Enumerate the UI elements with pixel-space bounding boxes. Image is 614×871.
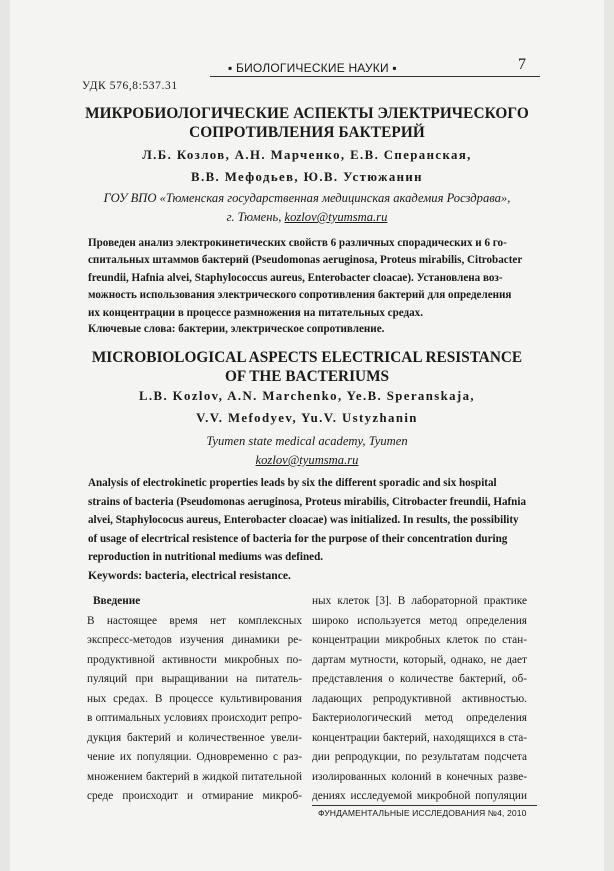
udk-code: УДК 576,8:537.31	[82, 80, 178, 92]
ru-abstract	[88, 235, 528, 322]
ru-abstract-line: Проведен анализ электрокинетических свойств 6 различных спорадических и 6 го-	[88, 237, 507, 249]
body-line: дартам мутности, который, однако, не дает	[312, 653, 527, 666]
scan-edge-right	[604, 0, 614, 871]
ru-abstract-line: спитальных штаммов бактерий (Pseudomonas aeruginosa, Proteus mirabilis, Citrobacter	[88, 254, 523, 267]
footer-rule	[312, 805, 537, 806]
intro-heading: Введение	[93, 595, 141, 607]
ru-author-line: В.В. Мефодьев, Ю.В. Устюжанин	[191, 170, 423, 184]
page-number: 7	[518, 56, 526, 73]
ru-city: г. Тюмень,	[226, 210, 282, 224]
body-line: дии репродукции, по результатам подсчета	[312, 751, 527, 763]
en-title-line: OF THE BACTERIUMS	[224, 368, 390, 385]
running-header	[210, 58, 540, 80]
en-title	[80, 348, 534, 386]
en-abstract	[88, 474, 528, 567]
ru-title	[80, 104, 534, 142]
body-line: дениях исследуемой микробной популяции	[312, 790, 527, 802]
body-line: ладающих репродуктивной активностью.	[312, 692, 527, 705]
ru-keywords: Ключевые слова: бактерии, электрическое сопротивление.	[88, 323, 385, 335]
body-line: изолированных колоний в конечных разве-	[312, 770, 527, 783]
body-line: пуляций при выращивании на питатель-	[87, 673, 302, 685]
body-line: экспресс-методов изучения динамики ре-	[87, 634, 302, 646]
en-affiliation-line: Tyumen state medical academy, Tyumen	[206, 434, 408, 448]
ru-city-email	[80, 208, 534, 227]
body-line: множением бактерий в жидкой питательной	[87, 770, 302, 783]
ru-authors	[80, 144, 534, 188]
section-header: ▪ БИОЛОГИЧЕСКИЕ НАУКИ ▪	[228, 61, 397, 75]
en-abstract-line: alvei, Staphylococus aureus, Enterobacter cloacae) was initialized. In results, the possibility	[88, 514, 519, 527]
body-line: ных средах. В процессе культивирования	[87, 692, 302, 705]
scan-edge-left	[0, 0, 10, 871]
ru-abstract-line: можность использования электрического сопротивления бактерий для определения	[88, 289, 512, 302]
header-rule	[210, 76, 540, 77]
body-line: среде происходит и отмирание микроб-	[87, 790, 302, 802]
body-line: представления о количестве бактерий, об-	[312, 673, 527, 685]
en-email-link[interactable]: kozlov@tyumsma.ru	[255, 453, 359, 467]
body-line: чение их популяции. Одновременно с раз-	[87, 751, 302, 763]
body-line: концентрации бактерий, находящихся в ста-	[312, 731, 527, 744]
ru-affiliation-line: ГОУ ВПО «Тюменская государственная медицинская академия Росздрава»,	[103, 191, 511, 205]
body-line: ных клеток [3]. В лабораторной практике	[312, 595, 527, 607]
en-author-line: V.V. Mefodyev, Yu.V. Ustyzhanin	[196, 411, 418, 425]
body-line: широко используется метод определения	[312, 614, 527, 627]
ru-abstract-line: freundii, Hafnia alvei, Staphylococcus aureus, Enterobacter cloacae). Установлена воз-	[88, 271, 503, 284]
en-author-line: L.B. Kozlov, A.N. Marchenko, Ye.B. Speranskaja,	[139, 389, 475, 403]
en-abstract-line: strains of bacteria (Pseudomonas aeruginosa, Proteus mirabilis, Citrobacter freundii, Hafnia	[88, 495, 526, 508]
en-keywords: Keywords: bacteria, electrical resistance.	[88, 569, 291, 582]
body-line: В настоящее время нет комплексных	[87, 614, 302, 627]
body-column-right	[312, 592, 527, 807]
ru-title-line: СОПРОТИВЛЕНИЯ БАКТЕРИЙ	[189, 124, 425, 141]
body-line: продуктивной активности микробных по-	[87, 653, 302, 666]
en-affiliation	[80, 432, 534, 470]
body-line: в оптимальных условиях происходит репро-	[87, 712, 302, 724]
en-title-line: MICROBIOLOGICAL ASPECTS ELECTRICAL RESISTANCE	[91, 349, 523, 366]
ru-abstract-line: их концентрации в процессе размножения на питательных средах.	[88, 306, 424, 319]
ru-affiliation	[80, 189, 534, 227]
body-line: Бактериологический метод определения	[312, 712, 527, 724]
en-abstract-line: of usage of elecrtrical resistence of bacteria for the purpose of their concentration during	[88, 532, 508, 545]
journal-footer: ФУНДАМЕНТАЛЬНЫЕ ИССЛЕДОВАНИЯ №4, 2010	[318, 808, 527, 818]
en-abstract-line: Analysis of electrokinetic properties leads by six the different sporadic and six hospital	[88, 477, 497, 489]
en-abstract-line: reproduction in nutritional mediums was defined.	[88, 551, 324, 564]
body-line: дукция бактерий и количественное увели-	[87, 731, 302, 744]
ru-email-link[interactable]: kozlov@tyumsma.ru	[284, 210, 388, 224]
body-line: концентрации микробных клеток по стан-	[312, 634, 527, 646]
ru-author-line: Л.Б. Козлов, А.Н. Марченко, Е.В. Сперанская,	[142, 148, 472, 162]
en-authors	[80, 385, 534, 429]
body-column-left	[87, 592, 302, 807]
ru-title-line: МИКРОБИОЛОГИЧЕСКИЕ АСПЕКТЫ ЭЛЕКТРИЧЕСКОГО	[85, 105, 529, 122]
